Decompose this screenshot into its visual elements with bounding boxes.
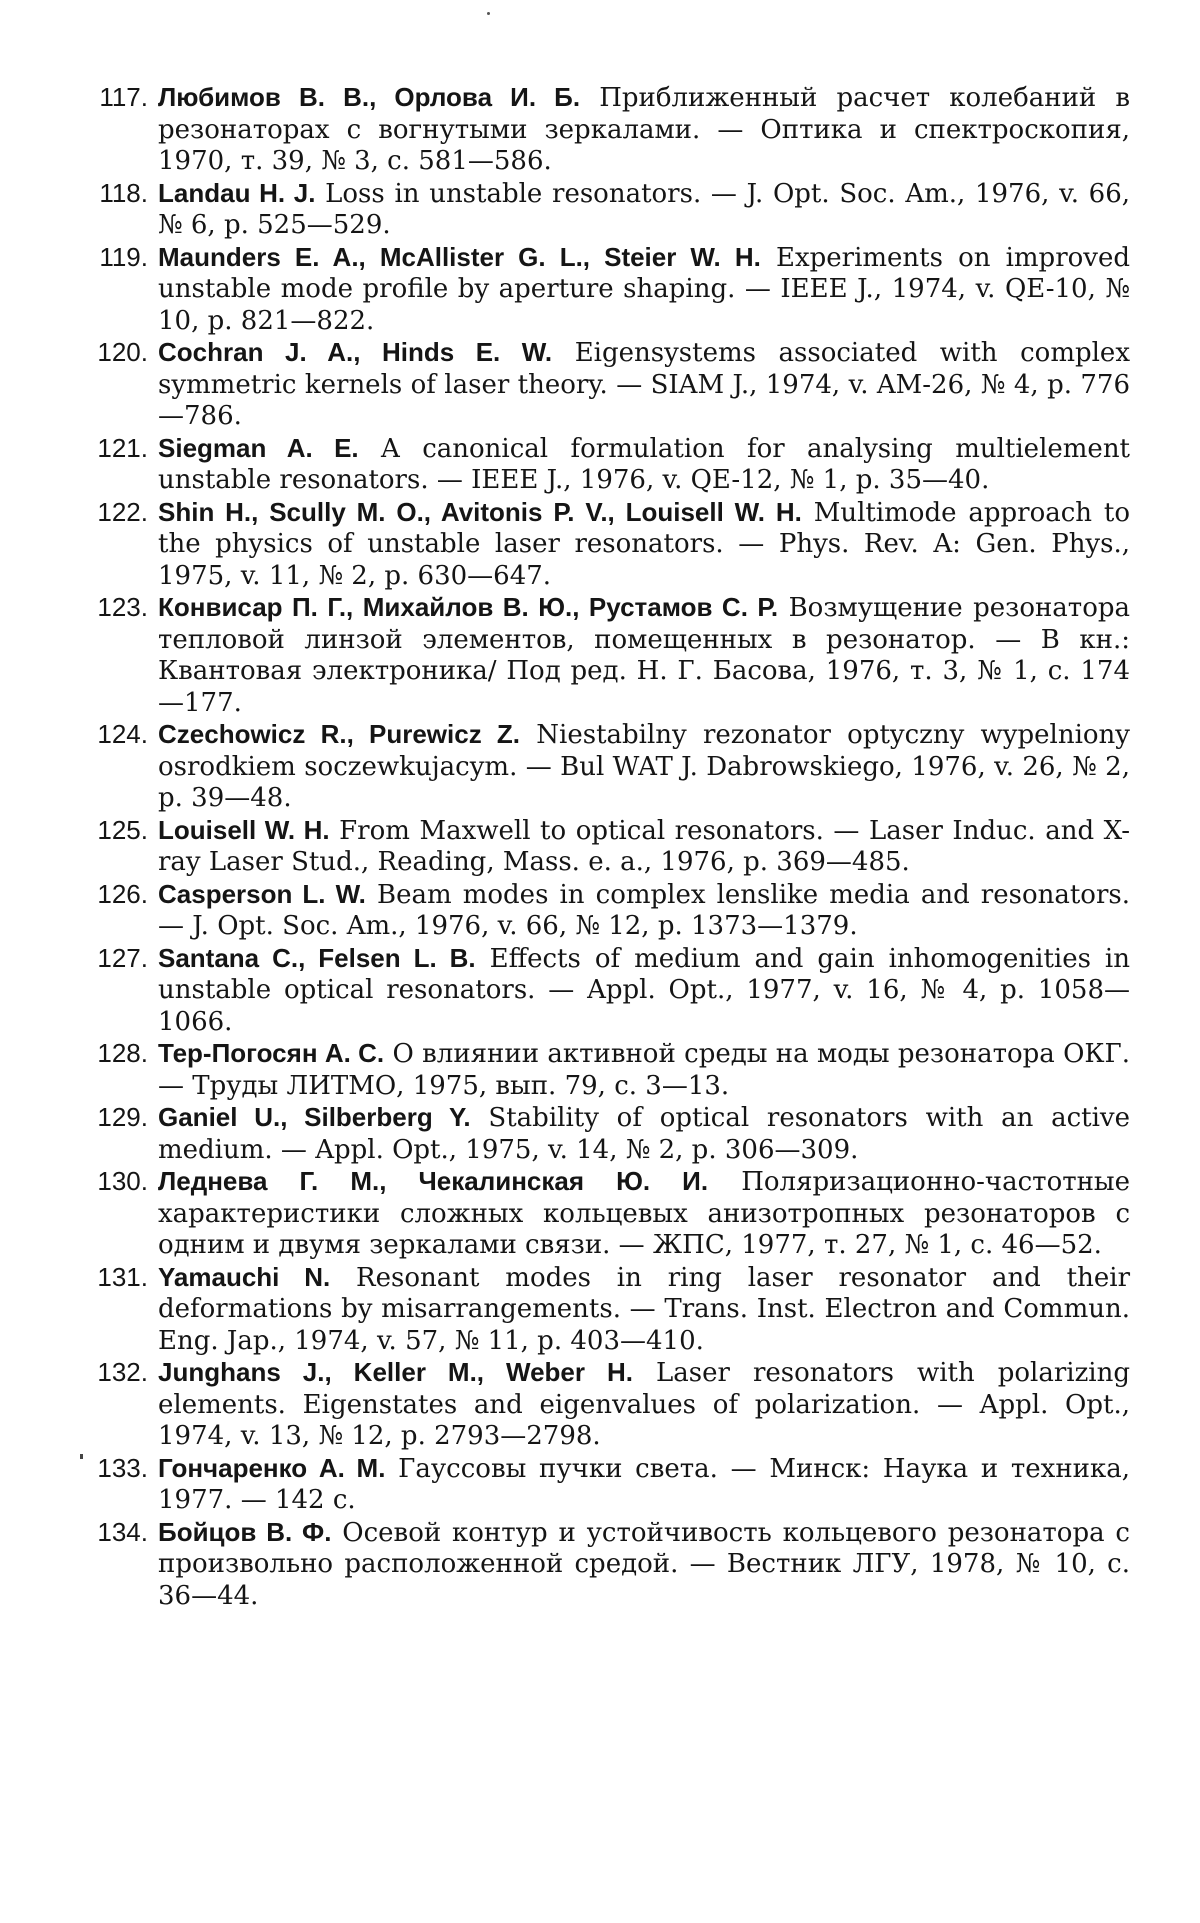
reference-text: Возмущение резонатора тепловой линзой элементов, помещенных в резонатор. — В кн.: Квантовая электроника/ Под ред. Н. Г. Басова, 1976, т. 3, № 1, с. 174—177. bbox=[158, 593, 1130, 718]
reference-authors: Casperson L. W. bbox=[158, 878, 366, 909]
reference-number: 132. bbox=[97, 1357, 148, 1387]
reference-number: 119. bbox=[99, 241, 148, 272]
reference-number: 129. bbox=[97, 1102, 148, 1132]
reference-number: 128. bbox=[97, 1038, 148, 1068]
reference-entry bbox=[70, 1517, 1130, 1613]
reference-text: Гауссовы пучки света. — Минск: Наука и техника, 1977. — 142 с. bbox=[158, 1453, 1131, 1515]
reference-entry bbox=[70, 433, 1130, 497]
reference-text: Осевой контур и устойчивость кольцевого резонатора с произвольно расположенной средой. — Вестник ЛГУ, 1978, № 10, с. 36—44. bbox=[158, 1517, 1130, 1611]
reference-entry bbox=[70, 943, 1130, 1039]
reference-entry bbox=[70, 242, 1130, 338]
reference-authors: Конвисар П. Г., Михайлов В. Ю., Рустамов С. Р. bbox=[158, 592, 779, 622]
reference-text: Stability of optical resonators with an active medium. — Appl. Opt., 1975, v. 14, № 2, p. 306—309. bbox=[158, 1103, 1131, 1165]
reference-authors: Landau H. J. bbox=[158, 177, 316, 208]
reference-text: Beam modes in complex lenslike media and resonators. — J. Opt. Soc. Am., 1976, v. 66, № 12, p. 1373—1379. bbox=[158, 879, 1130, 941]
reference-authors: Yamauchi N. bbox=[158, 1261, 331, 1292]
reference-authors: Cochran J. A., Hinds E. W. bbox=[158, 337, 553, 367]
reference-entry bbox=[70, 1453, 1130, 1517]
reference-authors: Ganiel U., Silberberg Y. bbox=[158, 1102, 471, 1132]
reference-entry bbox=[70, 1357, 1130, 1453]
reference-authors: Shin H., Scully M. O., Avitonis P. V., Louisell W. H. bbox=[158, 496, 802, 527]
reference-entry bbox=[70, 337, 1130, 433]
reference-text: Experiments on improved unstable mode profile by aperture shaping. — IEEE J., 1974, v. QE-10, № 10, p. 821—822. bbox=[158, 242, 1131, 336]
reference-authors: Czechowicz R., Purewicz Z. bbox=[158, 719, 521, 749]
reference-number: 126. bbox=[97, 878, 148, 909]
print-speck bbox=[487, 12, 490, 15]
reference-list bbox=[70, 82, 1130, 1612]
reference-entry bbox=[70, 719, 1130, 815]
reference-authors: Леднева Г. М., Чекалинская Ю. И. bbox=[158, 1166, 709, 1196]
reference-number: 133. bbox=[97, 1452, 148, 1483]
reference-authors: Maunders E. A., McAllister G. L., Steier W. H. bbox=[158, 241, 761, 272]
reference-authors: Любимов В. В., Орлова И. Б. bbox=[158, 82, 581, 112]
reference-entry bbox=[70, 497, 1130, 593]
reference-authors: Бойцов В. Ф. bbox=[158, 1516, 332, 1547]
reference-text: О влиянии активной среды на моды резонатора ОКГ. — Труды ЛИТМО, 1975, вып. 79, с. 3—13. bbox=[158, 1039, 1131, 1101]
reference-number: 125. bbox=[97, 814, 148, 845]
reference-entry bbox=[70, 82, 1130, 178]
reference-entry bbox=[70, 1166, 1130, 1262]
reference-entry bbox=[70, 1102, 1130, 1166]
reference-entry bbox=[70, 1038, 1130, 1102]
reference-number: 124. bbox=[97, 719, 148, 749]
reference-text: Loss in unstable resonators. — J. Opt. Soc. Am., 1976, v. 66, № 6, p. 525—529. bbox=[158, 178, 1131, 240]
reference-text: Eigensystems associated with complex symmetric kernels of laser theory. — SIAM J., 1974, v. AM-26, № 4, p. 776—786. bbox=[158, 338, 1130, 431]
reference-number: 120. bbox=[97, 337, 148, 367]
reference-text: Multimode approach to the physics of unstable laser resonators. — Phys. Rev. A: Gen. Phys., 1975, v. 11, № 2, p. 630—647. bbox=[158, 497, 1131, 591]
reference-entry bbox=[70, 1262, 1130, 1358]
reference-authors: Гончаренко А. М. bbox=[158, 1452, 386, 1483]
reference-text: Laser resonators with polarizing elements. Eigenstates and eigenvalues of polarization. — Appl. Opt., 1974, v. 13, № 12, p. 2793—2798. bbox=[158, 1358, 1130, 1451]
reference-number: 118. bbox=[99, 177, 148, 208]
reference-entry bbox=[70, 879, 1130, 943]
reference-text: Приближенный расчет колебаний в резонаторах с вогнутыми зеркалами. — Оптика и спектроскопия, 1970, т. 39, № 3, с. 581—586. bbox=[158, 83, 1130, 176]
reference-number: 123. bbox=[97, 592, 148, 622]
reference-text: Resonant modes in ring laser resonator and their deformations by misarrangements. — Trans. Inst. Electron and Commun. Eng. Jap., 1974, v. 57, № 11, p. 403—410. bbox=[158, 1262, 1130, 1356]
reference-number: 130. bbox=[97, 1166, 148, 1196]
reference-entry bbox=[70, 178, 1130, 242]
reference-authors: Louisell W. H. bbox=[158, 814, 330, 845]
reference-authors: Santana C., Felsen L. B. bbox=[158, 942, 476, 973]
reference-number: 127. bbox=[97, 942, 148, 973]
reference-text: Поляризационно-частотные характеристики сложных кольцевых анизотропных резонаторов с одним и двумя зеркалами связи. — ЖПС, 1977, т. 27, № 1, с. 46—52. bbox=[158, 1167, 1131, 1260]
reference-authors: Siegman A. E. bbox=[158, 432, 359, 463]
reference-page bbox=[70, 82, 1130, 1612]
reference-authors: Junghans J., Keller M., Weber H. bbox=[158, 1357, 633, 1387]
reference-number: 117. bbox=[99, 82, 148, 112]
reference-text: Niestabilny rezonator optyczny wypelniony osrodkiem soczewkujacym. — Bul WAT J. Dabrowskiego, 1976, v. 26, № 2, p. 39—48. bbox=[158, 720, 1130, 813]
reference-entry bbox=[70, 592, 1130, 719]
reference-entry bbox=[70, 815, 1130, 879]
reference-authors: Тер-Погосян А. С. bbox=[158, 1038, 385, 1068]
reference-number: 122. bbox=[97, 496, 148, 527]
reference-number: 131. bbox=[97, 1261, 148, 1292]
reference-number: 121. bbox=[97, 432, 148, 463]
reference-number: 134. bbox=[97, 1516, 148, 1547]
reference-text: From Maxwell to optical resonators. — Laser Induc. and X-ray Laser Stud., Reading, Mass. e. a., 1976, p. 369—485. bbox=[158, 815, 1130, 877]
reference-text: A canonical formulation for analysing multielement unstable resonators. — IEEE J., 1976, v. QE-12, № 1, p. 35—40. bbox=[158, 433, 1131, 495]
reference-text: Effects of medium and gain inhomogenities in unstable optical resonators. — Appl. Opt., 1977, v. 16, № 4, p. 1058—1066. bbox=[158, 943, 1130, 1037]
